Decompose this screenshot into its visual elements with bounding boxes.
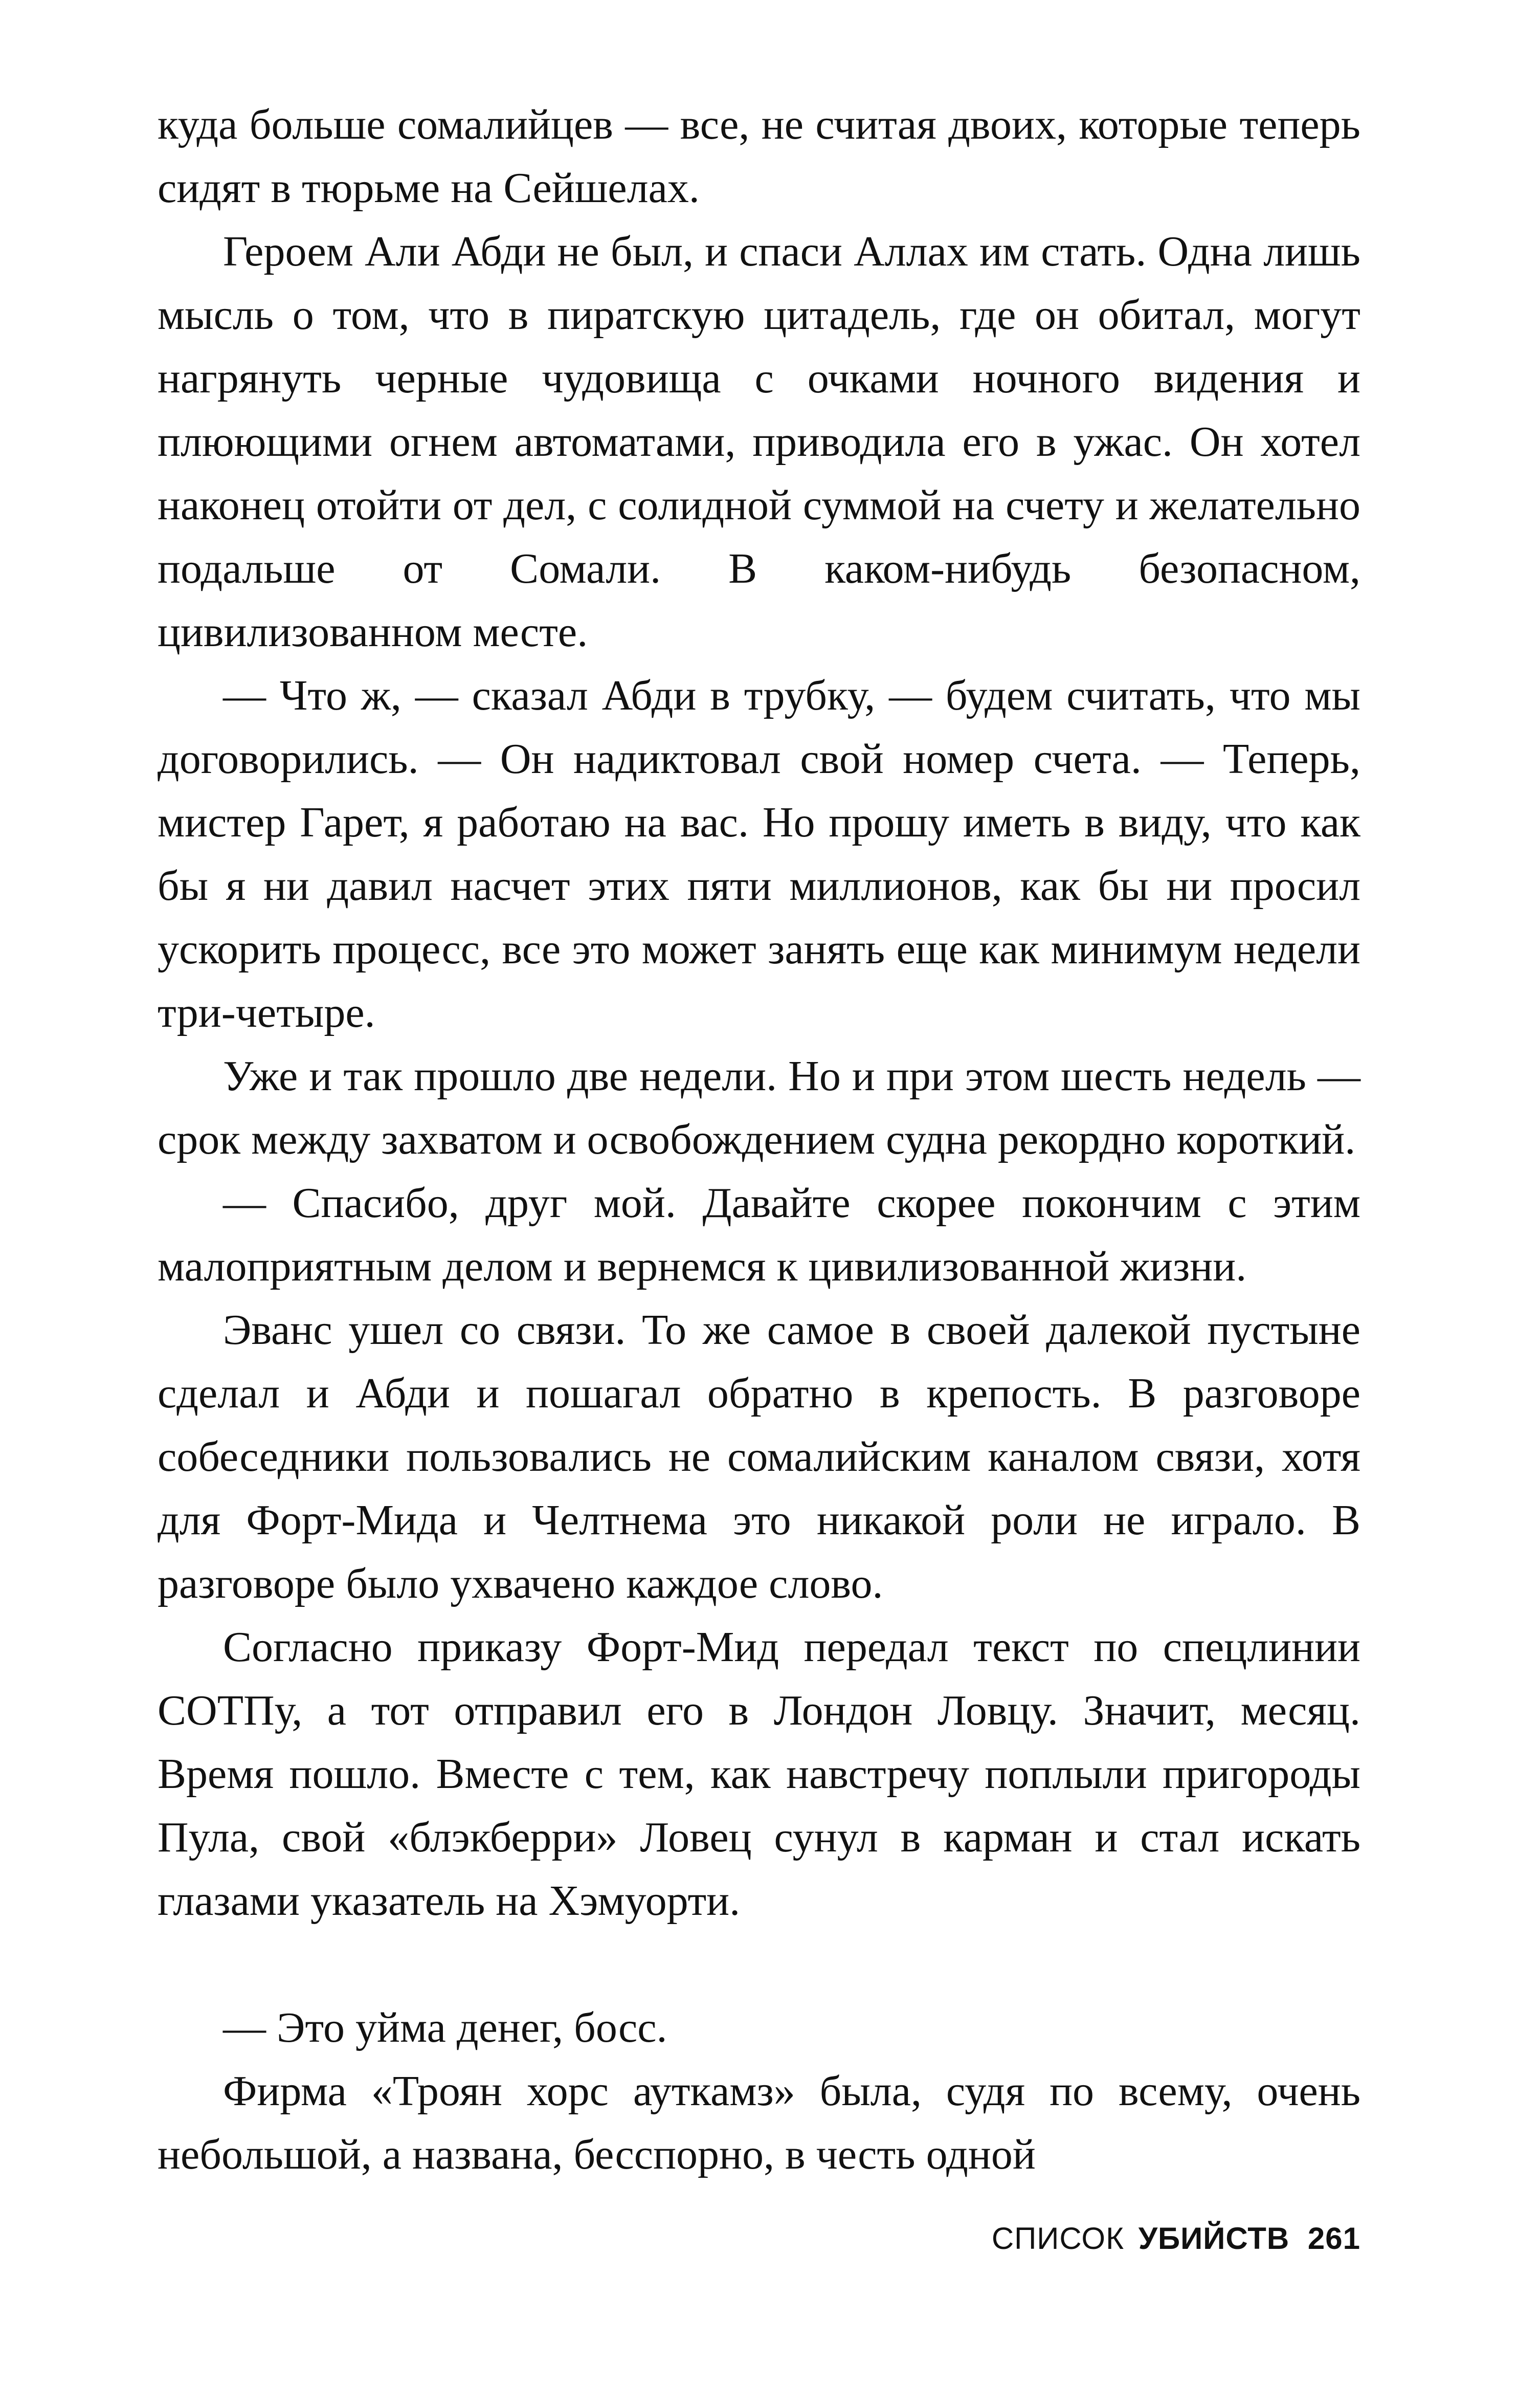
paragraph: Согласно приказу Форт-Мид передал текст по спецлинии СОТПу, а тот отправил его в Лондон Ловцу. Значит, месяц. Время пошло. Вместе с тем, как навстречу поплыли пригороды Пула, свой «блэкберри» Ловец сунул в карман и стал искать глазами указатель на Хэмуорти. <box>158 1623 1360 1925</box>
paragraph: Героем Али Абди не был, и спаси Аллах им стать. Одна лишь мысль о том, что в пиратскую цитадель, где он обитал, могут нагрянуть черные чудовища с очками ночного видения и плюющими огнем автоматами, приводила его в ужас. Он хотел наконец отойти от дел, с солидной суммой на счету и желательно подальше от Сомали. В каком-нибудь безопасном, цивилизованном месте. <box>158 228 1360 656</box>
running-footer <box>992 2218 1360 2259</box>
section-break <box>158 1933 1360 1996</box>
page-number: 261 <box>1307 2221 1360 2256</box>
footer-book-title-part1: СПИСОК <box>991 2221 1125 2256</box>
paragraph-continuation: куда больше сомалийцев — все, не считая двоих, которые теперь сидят в тюрьме на Сейшелах. <box>158 101 1360 212</box>
paragraph: Эванс ушел со связи. То же самое в своей далекой пустыне сделал и Абди и пошагал обратно в крепость. В разговоре собеседники пользовались не сомалийским каналом связи, хотя для Форт-Мида и Челтнема это никакой роли не играло. В разговоре было ухвачено каждое слово. <box>158 1306 1360 1607</box>
footer-book-title-part2: УБИЙСТВ <box>1138 2221 1290 2256</box>
body-text <box>158 93 1360 2186</box>
paragraph: Уже и так прошло две недели. Но и при этом шесть недель — срок между захватом и освобождением судна рекордно короткий. <box>158 1052 1360 1163</box>
paragraph: Фирма «Троян хорс ауткамз» была, судя по всему, очень небольшой, а названа, бесспорно, в честь одной <box>158 2067 1360 2178</box>
paragraph-dialogue: — Это уйма денег, босс. <box>223 2004 667 2051</box>
paragraph-dialogue: — Спасибо, друг мой. Давайте скорее покончим с этим малоприятным делом и вернемся к цивилизованной жизни. <box>158 1179 1360 1290</box>
paragraph-dialogue: — Что ж, — сказал Абди в трубку, — будем считать, что мы договорились. — Он надиктовал свой номер счета. — Теперь, мистер Гарет, я работаю на вас. Но прошу иметь в виду, что как бы я ни давил насчет этих пяти миллионов, как бы ни просил ускорить процесс, все это может занять еще как минимум недели три-четыре. <box>158 672 1360 1036</box>
